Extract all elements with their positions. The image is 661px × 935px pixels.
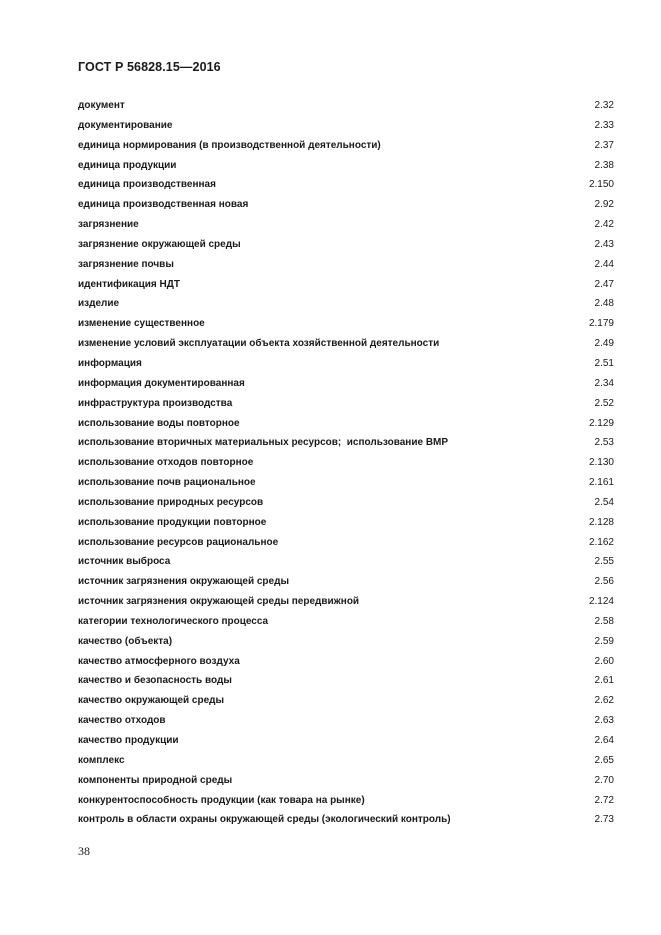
index-reference: 2.48 — [594, 298, 614, 310]
index-entry — [78, 116, 614, 136]
index-reference: 2.47 — [594, 278, 614, 290]
index-reference: 2.33 — [594, 119, 614, 131]
index-term: качество атмосферного воздуха — [78, 655, 240, 667]
index-reference: 2.130 — [588, 457, 614, 469]
index-term: комплекс — [78, 754, 125, 766]
index-term: категории технологического процесса — [78, 615, 269, 627]
index-term: документирование — [78, 119, 173, 131]
index-reference: 2.54 — [594, 496, 614, 508]
index-entry — [78, 810, 614, 830]
index-reference: 2.38 — [594, 159, 614, 171]
index-entry — [78, 791, 614, 811]
index-term: использование воды повторное — [78, 417, 240, 429]
index-entry — [78, 453, 614, 473]
index-entry — [78, 334, 614, 354]
index-entry — [78, 374, 614, 394]
index-term: источник загрязнения окружающей среды передвижной — [78, 596, 360, 608]
index-term: информация — [78, 357, 142, 369]
index-reference: 2.58 — [594, 615, 614, 627]
index-term: качество (объекта) — [78, 635, 173, 647]
index-term: идентификация НДТ — [78, 278, 180, 290]
index-entry — [78, 433, 614, 453]
index-entry — [78, 513, 614, 533]
index-entry — [78, 195, 614, 215]
index-reference: 2.60 — [594, 655, 614, 667]
index-entry — [78, 552, 614, 572]
index-reference: 2.42 — [594, 219, 614, 231]
index-term: информация документированная — [78, 377, 245, 389]
index-term: инфраструктура производства — [78, 397, 233, 409]
term-index-list — [78, 96, 614, 830]
index-reference: 2.32 — [594, 100, 614, 111]
index-term: изменение условий эксплуатации объекта хозяйственной деятельности — [78, 338, 440, 350]
index-reference: 2.179 — [588, 318, 614, 330]
index-entry — [78, 711, 614, 731]
index-term: загрязнение почвы — [78, 258, 174, 270]
index-term: контроль в области охраны окружающей среды (экологический контроль) — [78, 814, 451, 826]
index-term: качество окружающей среды — [78, 695, 225, 707]
index-entry — [78, 572, 614, 592]
index-term: источник выброса — [78, 556, 171, 568]
index-term: компоненты природной среды — [78, 774, 233, 786]
index-term: качество и безопасность воды — [78, 675, 232, 687]
index-reference: 2.37 — [594, 139, 614, 151]
index-reference: 2.51 — [594, 357, 614, 369]
index-entry — [78, 731, 614, 751]
index-reference: 2.73 — [594, 814, 614, 826]
index-entry — [78, 671, 614, 691]
index-reference: 2.70 — [594, 774, 614, 786]
index-reference: 2.63 — [594, 715, 614, 727]
index-reference: 2.128 — [588, 516, 614, 528]
page-number: 38 — [78, 844, 90, 858]
index-term: изменение существенное — [78, 318, 205, 330]
index-term: использование природных ресурсов — [78, 496, 264, 508]
index-reference: 2.52 — [594, 397, 614, 409]
index-entry — [78, 652, 614, 672]
index-entry — [78, 533, 614, 553]
index-entry — [78, 175, 614, 195]
index-term: использование вторичных материальных ресурсов; использование ВМР — [78, 437, 449, 449]
index-term: единица нормирования (в производственной деятельности) — [78, 139, 381, 151]
index-entry — [78, 493, 614, 513]
index-reference: 2.59 — [594, 635, 614, 647]
index-term: загрязнение окружающей среды — [78, 238, 241, 250]
index-reference: 2.64 — [594, 735, 614, 746]
index-term: качество отходов — [78, 715, 166, 727]
index-entry — [78, 215, 614, 235]
index-reference: 2.161 — [588, 477, 614, 489]
index-entry — [78, 235, 614, 255]
index-entry — [78, 255, 614, 275]
index-term: изделие — [78, 298, 120, 310]
index-reference: 2.61 — [594, 675, 614, 687]
index-entry — [78, 751, 614, 771]
index-reference: 2.65 — [594, 754, 614, 766]
index-reference: 2.56 — [594, 576, 614, 588]
index-term: использование почв рациональное — [78, 477, 256, 489]
index-entry — [78, 394, 614, 414]
index-reference: 2.129 — [588, 417, 614, 429]
document-header: ГОСТ Р 56828.15—2016 — [78, 60, 221, 74]
index-entry — [78, 314, 614, 334]
index-entry — [78, 96, 614, 116]
index-reference: 2.55 — [594, 556, 614, 568]
index-entry — [78, 354, 614, 374]
index-term: использование продукции повторное — [78, 516, 267, 528]
index-reference: 2.124 — [588, 596, 614, 608]
index-entry — [78, 294, 614, 314]
index-reference: 2.44 — [594, 258, 614, 270]
index-term: конкурентоспособность продукции (как товара на рынке) — [78, 794, 365, 806]
index-term: загрязнение — [78, 219, 139, 231]
index-entry — [78, 612, 614, 632]
index-reference: 2.34 — [594, 377, 614, 389]
index-term: документ — [78, 100, 125, 111]
index-entry — [78, 414, 614, 434]
index-entry — [78, 632, 614, 652]
index-reference: 2.62 — [594, 695, 614, 707]
index-entry — [78, 473, 614, 493]
index-term: источник загрязнения окружающей среды — [78, 576, 289, 588]
index-entry — [78, 136, 614, 156]
index-term: использование ресурсов рациональное — [78, 536, 279, 548]
index-reference: 2.162 — [588, 536, 614, 548]
index-term: единица продукции — [78, 159, 177, 171]
index-entry — [78, 156, 614, 176]
index-reference: 2.72 — [594, 794, 614, 806]
index-reference: 2.150 — [588, 179, 614, 191]
index-entry — [78, 592, 614, 612]
index-reference: 2.92 — [594, 199, 614, 211]
index-entry — [78, 771, 614, 791]
index-term: единица производственная — [78, 179, 216, 191]
index-term: качество продукции — [78, 735, 179, 746]
index-reference: 2.53 — [594, 437, 614, 449]
index-reference: 2.49 — [594, 338, 614, 350]
index-term: использование отходов повторное — [78, 457, 254, 469]
index-term: единица производственная новая — [78, 199, 249, 211]
index-entry — [78, 691, 614, 711]
index-entry — [78, 275, 614, 295]
index-reference: 2.43 — [594, 238, 614, 250]
